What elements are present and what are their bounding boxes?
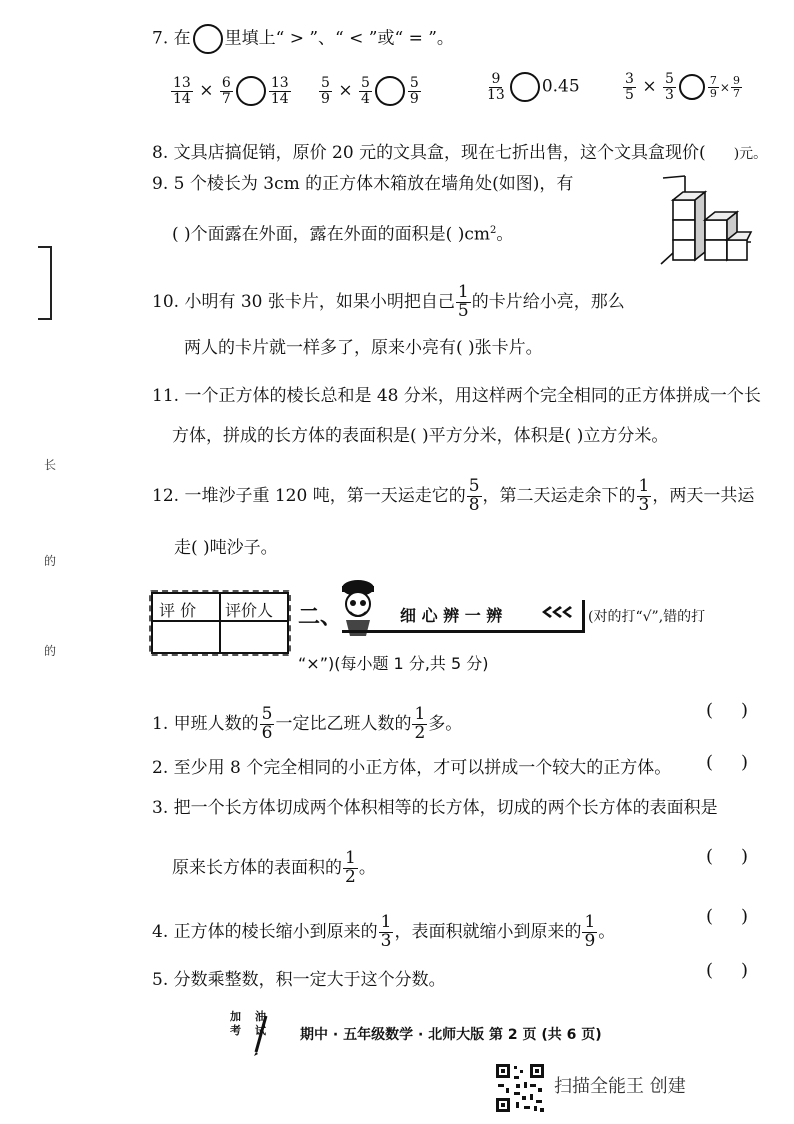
judge-item-5: 5. 分数乘整数，积一定大于这个分数。 <box>152 970 446 990</box>
q7-prompt-tail: 里填上“ > ”、“ < ”或“ = ”。 <box>224 28 454 49</box>
judge-item-2: 2. 至少用 8 个完全相同的小正方体，才可以拼成一个较大的正方体。 <box>152 758 672 778</box>
q12-text-c: ，两天一共运 <box>652 485 755 506</box>
exam-logo <box>230 1010 290 1056</box>
denominator: 5 <box>457 300 469 321</box>
qr-code-icon <box>494 1062 546 1114</box>
paren-close: ) <box>741 752 749 773</box>
paren-open: ( <box>706 906 714 927</box>
judge-1-text-b: 一定比乙班人数的 <box>275 713 412 734</box>
cube-stack-figure <box>655 172 755 272</box>
judge-4-text-b: ，表面积就缩小到原来的 <box>394 921 582 942</box>
section-number: 二、 <box>298 604 343 630</box>
numerator: 5 <box>468 476 480 496</box>
denominator: 5 <box>625 86 634 103</box>
answer-box-5[interactable] <box>706 960 748 981</box>
fraction <box>412 706 427 743</box>
q8-text: 8. 文具店搞促销，原价 20 元的文具盒，现在七折出售，这个文具盒现价( <box>152 143 706 163</box>
binding-bracket <box>38 246 52 320</box>
q12-text-a: 12. 一堆沙子重 120 吨，第一天运走它的 <box>152 485 466 506</box>
fraction <box>379 914 394 951</box>
answer-box-3[interactable] <box>706 846 748 867</box>
fraction <box>582 914 597 951</box>
denominator: 9 <box>321 90 330 107</box>
denominator: 14 <box>173 90 191 107</box>
operator: × <box>642 76 657 97</box>
judge-item-1 <box>152 706 462 743</box>
denominator: 13 <box>487 86 505 103</box>
denominator: 9 <box>709 86 717 100</box>
numerator: 6 <box>221 75 231 91</box>
q12-line2: 走( )吨沙子。 <box>174 538 278 558</box>
fraction <box>220 76 233 106</box>
q12-line1 <box>152 478 754 515</box>
numerator: 5 <box>321 75 330 91</box>
numerator: 1 <box>345 848 356 868</box>
fraction <box>269 76 291 106</box>
scanner-credit: 扫描全能王 创建 <box>554 1076 686 1097</box>
numerator: 13 <box>173 75 191 91</box>
numerator: 5 <box>360 75 370 91</box>
fraction <box>663 72 676 102</box>
denominator: 7 <box>221 90 231 107</box>
q8-tail: )元。 <box>733 146 768 162</box>
paren-close: ) <box>741 906 749 927</box>
q9-line2-text: ( )个面露在外面，露在外面的面积是( )cm <box>172 224 490 245</box>
section-instruction-1: (对的打“√”,错的打 <box>588 609 706 625</box>
fraction <box>260 706 275 743</box>
numerator: 9 <box>491 71 501 87</box>
q8 <box>152 145 767 162</box>
q7-prompt <box>152 24 454 54</box>
denominator: 3 <box>380 930 392 951</box>
judge-1-text-c: 多。 <box>428 713 463 734</box>
eval-table <box>151 592 289 654</box>
numerator: 5 <box>409 75 419 91</box>
denominator: 9 <box>584 930 596 951</box>
denominator: 8 <box>468 494 480 515</box>
judge-item-3-line2 <box>172 850 376 887</box>
answer-circle-icon <box>193 24 223 54</box>
eval-label: 评 价 <box>159 601 197 620</box>
q10-line2: 两人的卡片就一样多了，原来小亮有( )张卡片。 <box>184 338 543 358</box>
q7-item-3 <box>484 72 580 102</box>
fraction <box>731 75 742 99</box>
denominator: 7 <box>732 86 740 100</box>
judge-3-text-b: 。 <box>358 857 376 878</box>
section-instruction-2: “×”)(每小题 1 分,共 5 分) <box>298 654 489 673</box>
answer-box-2[interactable] <box>706 752 748 773</box>
fraction <box>456 284 471 321</box>
judge-1-text-a: 1. 甲班人数的 <box>152 713 259 734</box>
banner-title: 细 心 辨 一 辨 <box>400 606 503 625</box>
judge-3-text-a: 原来长方体的表面积的 <box>172 857 342 878</box>
q9-line2 <box>172 226 513 244</box>
paren-close: ) <box>741 846 749 867</box>
numerator: 1 <box>414 704 426 724</box>
fraction <box>467 478 482 515</box>
denominator: 2 <box>345 866 356 887</box>
side-mark-1: 长 <box>44 458 57 472</box>
numerator: 7 <box>709 74 717 88</box>
denominator: 2 <box>414 722 426 743</box>
fraction <box>408 76 421 106</box>
answer-circle[interactable] <box>236 76 266 106</box>
eval-score-cell[interactable] <box>155 624 217 650</box>
paren-open: ( <box>706 752 714 773</box>
fraction <box>623 72 636 102</box>
fraction <box>359 76 372 106</box>
answer-circle[interactable] <box>510 72 540 102</box>
denominator: 9 <box>409 90 419 107</box>
numerator: 13 <box>270 75 289 91</box>
denominator: 4 <box>360 90 370 107</box>
answer-box-1[interactable] <box>706 700 748 721</box>
answer-circle[interactable] <box>375 76 405 106</box>
numerator: 1 <box>380 912 392 932</box>
q7-prompt-text: 7. 在 <box>152 28 191 49</box>
q7-item-2 <box>318 76 422 106</box>
numerator: 1 <box>638 476 650 496</box>
denominator: 3 <box>638 494 650 515</box>
q10-line1 <box>152 284 625 321</box>
numerator: 1 <box>457 282 469 302</box>
fraction <box>708 75 719 99</box>
side-mark-2: 的 <box>44 554 57 568</box>
paren-close: ) <box>741 700 749 721</box>
denominator: 3 <box>664 86 674 103</box>
evaluator-cell[interactable] <box>223 624 285 650</box>
q7-item-1 <box>170 76 292 106</box>
answer-box-4[interactable] <box>706 906 748 927</box>
q9-line1: 9. 5 个棱长为 3cm 的正方体木箱放在墙角处(如图)，有 <box>152 174 574 194</box>
numerator: 5 <box>664 71 674 87</box>
q7-item-4 <box>622 72 743 102</box>
numerator: 1 <box>584 912 596 932</box>
operator: × <box>338 80 353 101</box>
judge-4-text-a: 4. 正方体的棱长缩小到原来的 <box>152 921 378 942</box>
evaluator-label: 评价人 <box>225 601 274 620</box>
decimal-value: 0.45 <box>541 76 580 97</box>
judge-item-4 <box>152 914 615 951</box>
fraction <box>343 850 358 887</box>
operator: × <box>719 80 730 95</box>
denominator: 14 <box>270 90 289 107</box>
paren-open: ( <box>706 700 714 721</box>
judge-4-text-c: 。 <box>598 921 616 942</box>
paren-open: ( <box>706 960 714 981</box>
q12-text-b: ，第二天运走余下的 <box>482 485 636 506</box>
q11-line1: 11. 一个正方体的棱长总和是 48 分米，用这样两个完全相同的正方体拼成一个长 <box>152 386 761 406</box>
fraction <box>485 72 507 102</box>
judge-item-3-line1: 3. 把一个长方体切成两个体积相等的长方体，切成的两个长方体的表面积是 <box>152 798 718 818</box>
table-divider-vertical <box>219 594 221 652</box>
footer-info: 期中 · 五年级数学 · 北师大版 第 2 页 (共 6 页) <box>300 1027 602 1043</box>
numerator: 9 <box>732 74 740 88</box>
numerator: 5 <box>261 704 273 724</box>
arrow-chevrons-icon <box>540 604 576 620</box>
fraction <box>319 76 332 106</box>
q10-text-b: 的卡片给小亮，那么 <box>471 291 625 312</box>
paren-close: ) <box>741 960 749 981</box>
fraction <box>637 478 652 515</box>
fraction <box>171 76 193 106</box>
answer-circle[interactable] <box>679 74 705 100</box>
q10-text-a: 10. 小明有 30 张卡片，如果小明把自己 <box>152 291 455 312</box>
numerator: 3 <box>625 71 634 87</box>
paren-open: ( <box>706 846 714 867</box>
q9-line2-tail: 。 <box>496 224 514 245</box>
denominator: 6 <box>261 722 273 743</box>
operator: × <box>199 80 214 101</box>
superscript: 2 <box>489 225 497 236</box>
exam-logo-text: 加油考试 <box>230 1010 280 1038</box>
side-mark-3: 的 <box>44 644 57 658</box>
q11-line2: 方体，拼成的长方体的表面积是( )平方分米，体积是( )立方分米。 <box>172 426 669 446</box>
